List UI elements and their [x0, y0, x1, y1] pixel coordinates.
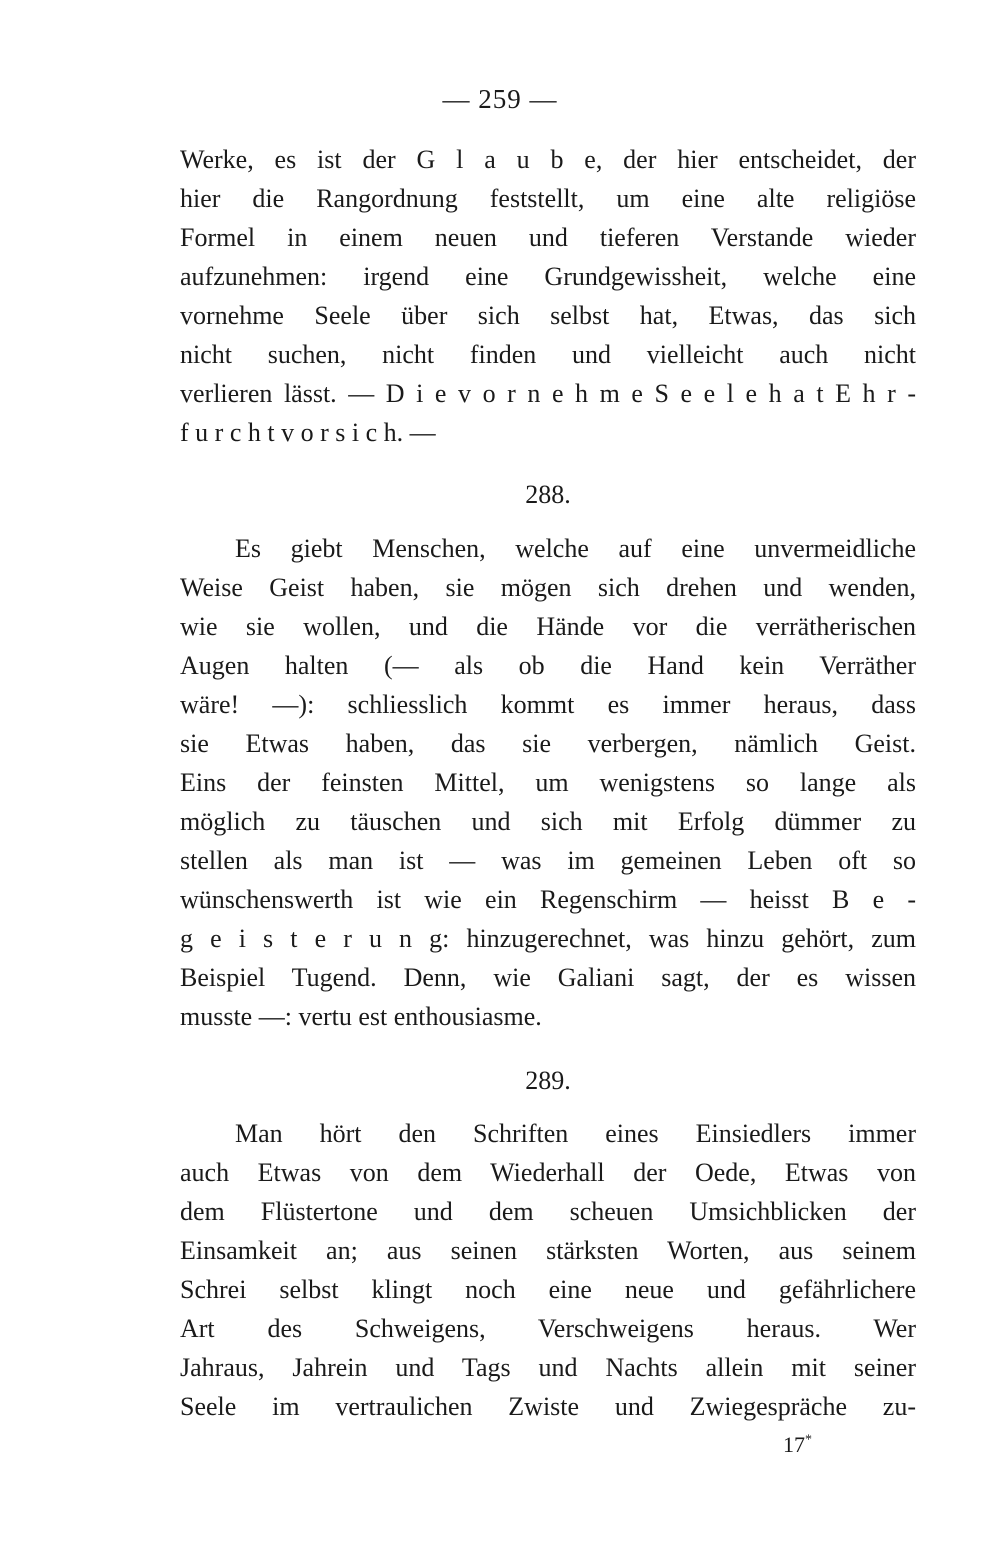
signature-mark [783, 1432, 812, 1458]
section-289-text [180, 1114, 916, 1426]
text-line: aufzunehmen: irgend eine Grundgewissheit, welche eine [180, 262, 916, 291]
text-line: Jahraus, Jahrein und Tags und Nachts allein mit seiner [180, 1353, 916, 1382]
text-line: hier die Rangordnung feststellt, um eine alte religiöse [180, 184, 916, 213]
text-line: Formel in einem neuen und tieferen Verstande wieder [180, 223, 916, 252]
text-line: f u r c h t v o r s i c h. — [180, 418, 436, 447]
text-line: Es giebt Menschen, welche auf eine unvermeidliche [235, 534, 916, 563]
text-line: wie sie wollen, und die Hände vor die verrätherischen [180, 612, 916, 641]
text-line: wäre! —): schliesslich kommt es immer heraus, dass [180, 690, 916, 719]
text-line: nicht suchen, nicht finden und vielleicht auch nicht [180, 340, 916, 369]
text-line: Seele im vertraulichen Zwiste und Zwiegespräche zu- [180, 1392, 916, 1421]
text-line: vornehme Seele über sich selbst hat, Etwas, das sich [180, 301, 916, 330]
text-line: verlieren lässt. — D i e v o r n e h m e S e e l e h a t E h r - [180, 379, 916, 408]
text-line: Weise Geist haben, sie mögen sich drehen und wenden, [180, 573, 916, 602]
text-line: wünschenswerth ist wie ein Regenschirm — heisst B e - [180, 885, 916, 914]
paragraph-continuation [180, 140, 916, 452]
text-line: Art des Schweigens, Verschweigens heraus. Wer [180, 1314, 916, 1343]
signature-number: 17 [783, 1432, 805, 1457]
text-line: möglich zu täuschen und sich mit Erfolg dümmer zu [180, 807, 916, 836]
section-number-289: 289. [525, 1066, 571, 1095]
text-line: musste —: vertu est enthousiasme. [180, 1002, 542, 1031]
section-number-288: 288. [525, 480, 571, 509]
text-line: Schrei selbst klingt noch eine neue und gefährlichere [180, 1275, 916, 1304]
text-line: Man hört den Schriften eines Einsiedlers immer [235, 1119, 916, 1148]
text-line: Eins der feinsten Mittel, um wenigstens so lange als [180, 768, 916, 797]
text-line: Einsamkeit an; aus seinen stärksten Worten, aus seinem [180, 1236, 916, 1265]
text-line: dem Flüstertone und dem scheuen Umsichblicken der [180, 1197, 916, 1226]
section-288-text [180, 529, 916, 1036]
text-line: stellen als man ist — was im gemeinen Leben oft so [180, 846, 916, 875]
text-line: sie Etwas haben, das sie verbergen, nämlich Geist. [180, 729, 916, 758]
text-line: Beispiel Tugend. Denn, wie Galiani sagt, der es wissen [180, 963, 916, 992]
text-line: Augen halten (— als ob die Hand kein Verräther [180, 651, 916, 680]
text-line: Werke, es ist der G l a u b e, der hier entscheidet, der [180, 145, 916, 174]
signature-star: * [805, 1432, 812, 1448]
page-number: — 259 — [442, 84, 558, 114]
text-line: auch Etwas von dem Wiederhall der Oede, Etwas von [180, 1158, 916, 1187]
text-line: g e i s t e r u n g: hinzugerechnet, was hinzu gehört, zum [180, 924, 916, 953]
